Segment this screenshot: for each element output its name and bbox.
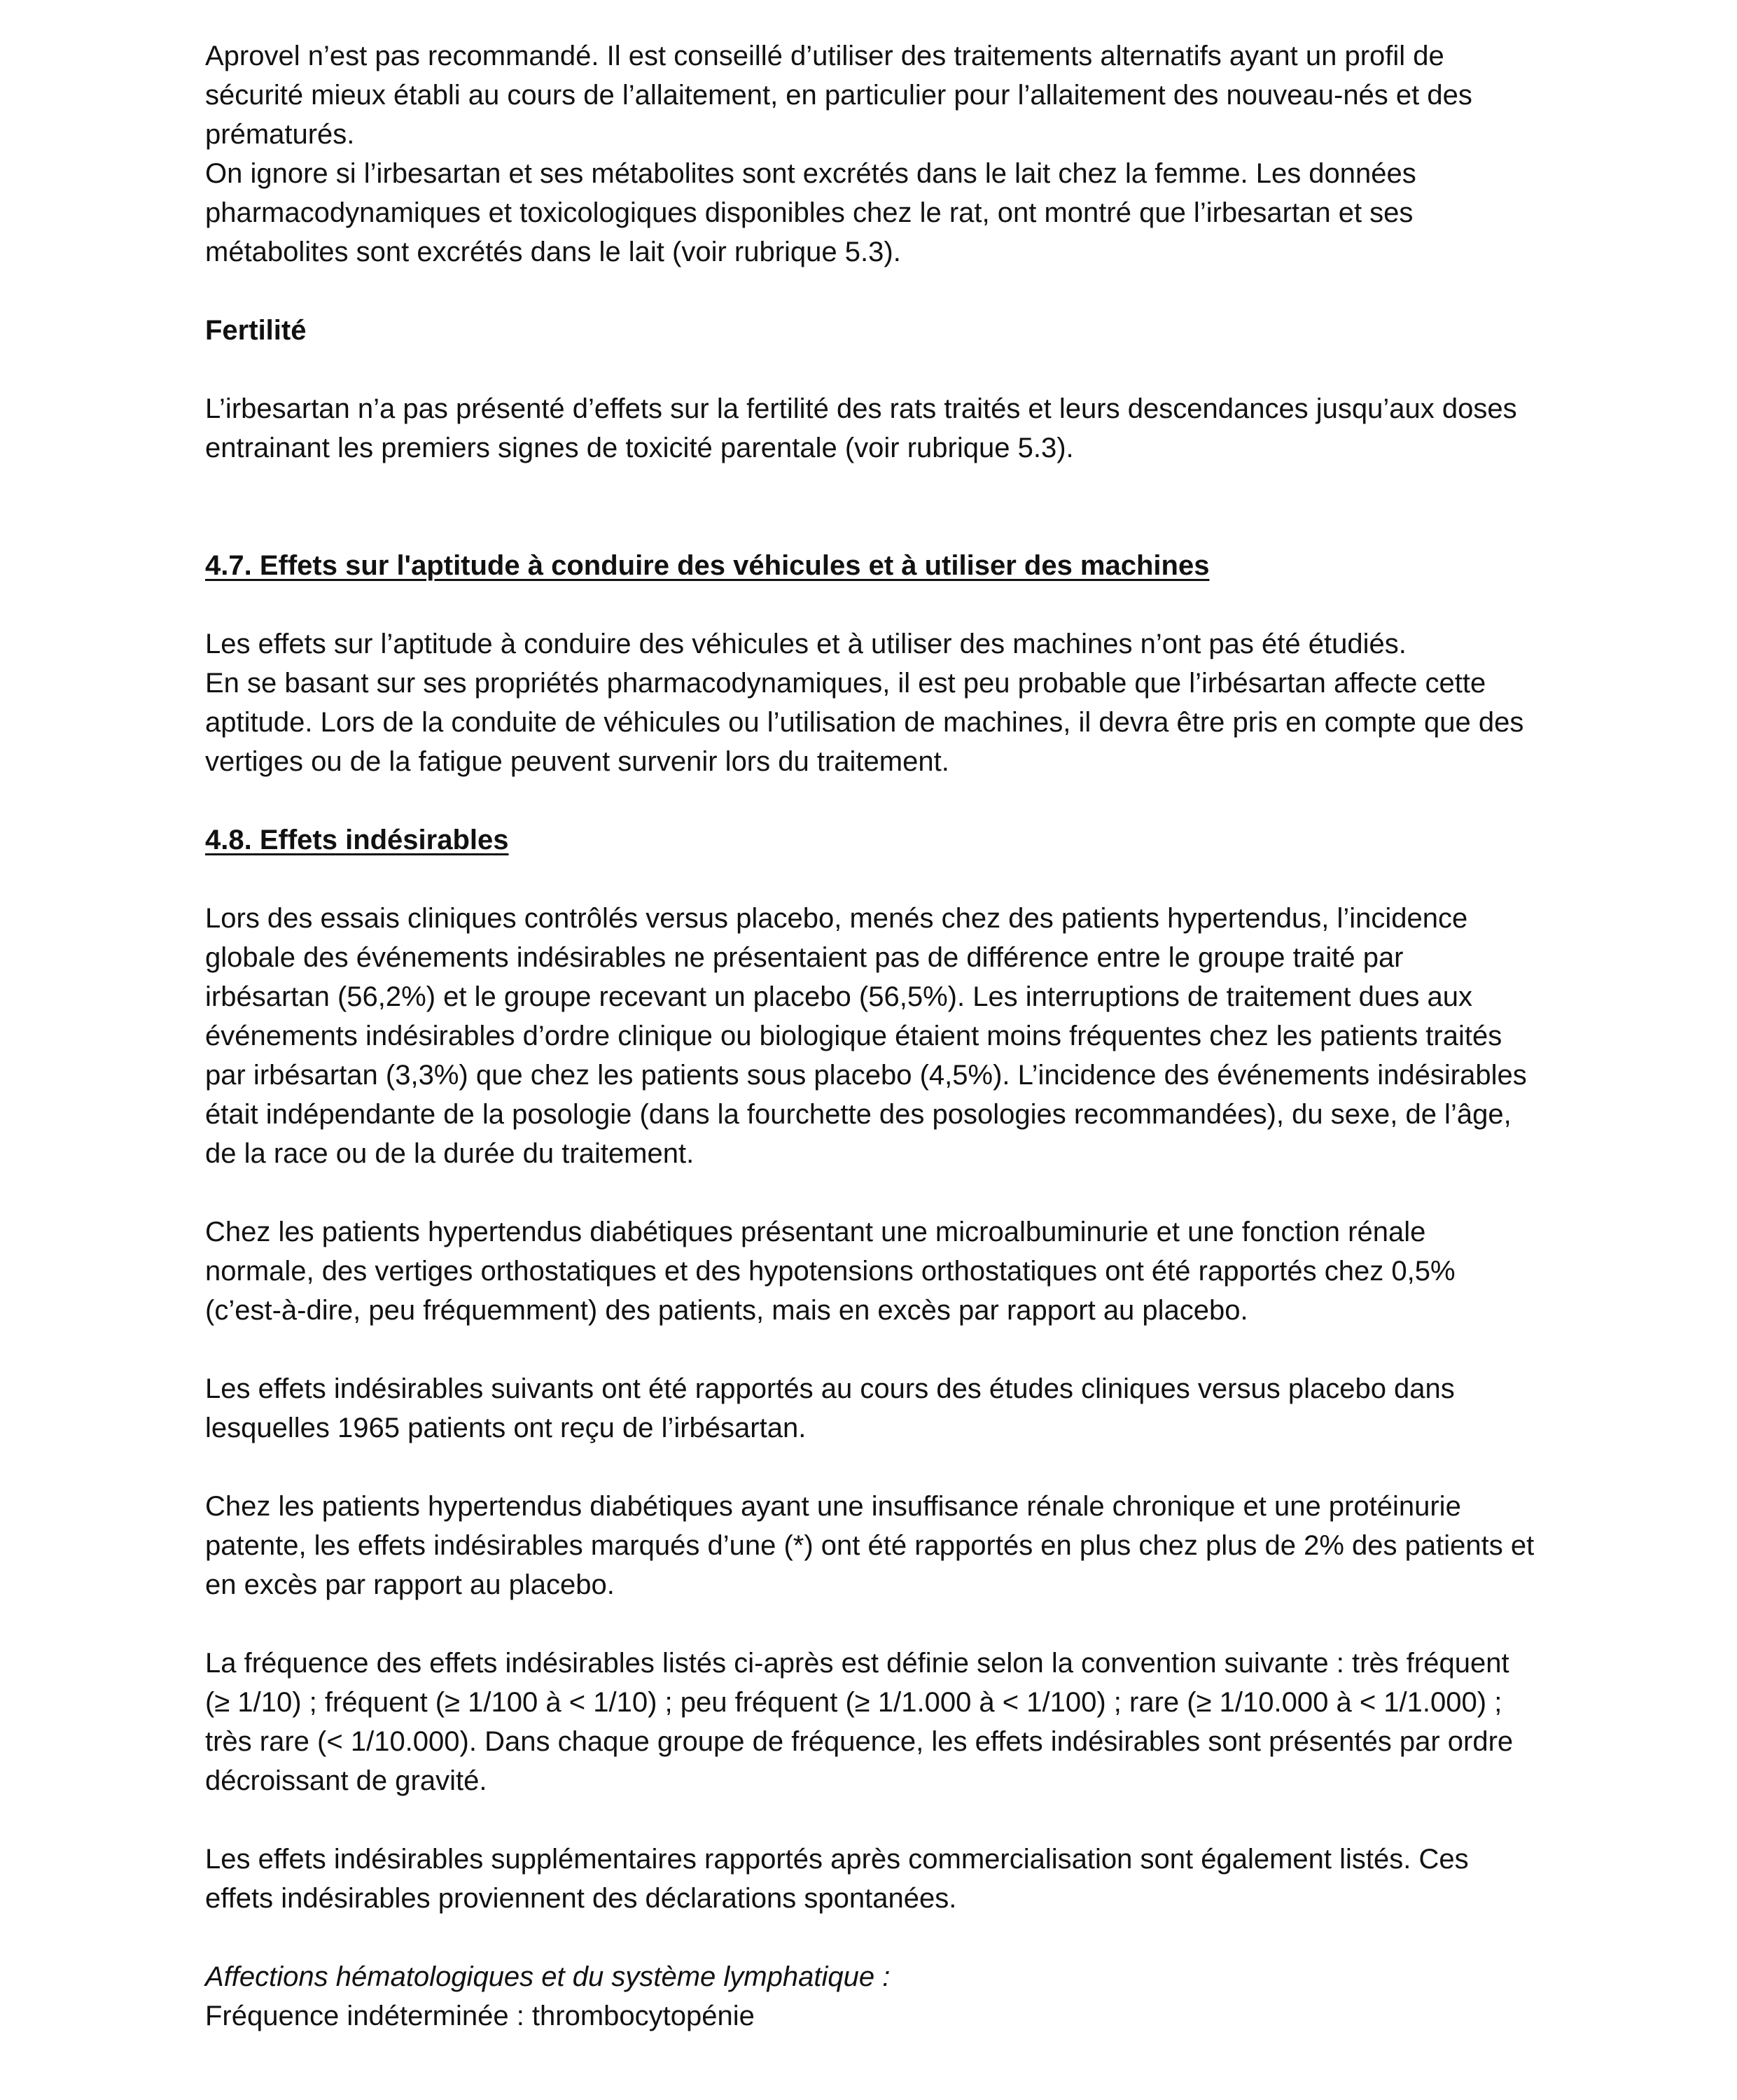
spacer <box>205 350 1535 389</box>
section-4-8-paragraph-6: Les effets indésirables supplémentaires rapportés après commercialisation sont également listés. Ces effets indésirables proviennent des déclarations spontanées. <box>205 1844 1469 1914</box>
spacer <box>205 1800 1535 1840</box>
section-4-7-heading: 4.7. Effets sur l'aptitude à conduire des véhicules et à utiliser des machines <box>205 550 1210 581</box>
fertility-paragraph: L’irbesartan n’a pas présenté d’effets sur la fertilité des rats traités et leurs descendances jusqu’aux doses entrainant les premiers signes de toxicité parentale (voir rubrique 5.3). <box>205 393 1517 463</box>
lactation-paragraph-2: On ignore si l’irbesartan et ses métabolites sont excrétés dans le lait chez la femme. Les données pharmacodynamiques et toxicologiques disponibles chez le rat, ont montré que l’irbesartan et ses métabolites sont excrétés dans le lait (voir rubrique 5.3). <box>205 158 1416 267</box>
spacer <box>205 781 1535 820</box>
spacer <box>205 468 1535 546</box>
hematology-frequency-line: Fréquence indéterminée : thrombocytopénie <box>205 2001 755 2031</box>
section-4-8-heading: 4.8. Effets indésirables <box>205 825 509 855</box>
spacer <box>205 585 1535 624</box>
spacer <box>205 860 1535 899</box>
spacer <box>205 1173 1535 1212</box>
section-4-8-paragraph-5: La fréquence des effets indésirables listés ci-après est définie selon la convention suivante : très fréquent (≥ 1/10) ; fréquent (≥ 1/100 à < 1/10) ; peu fréquent (≥ 1/1.000 à < 1/100) ; rare (≥ 1/10.000 à < 1/1.000) ; très rare (< 1/10.000). Dans chaque groupe de fréquence, les effets indésirables sont présentés par ordre décroissant de gravité. <box>205 1648 1514 1796</box>
section-4-7-paragraph-2: En se basant sur ses propriétés pharmacodynamiques, il est peu probable que l’irbésartan affecte cette aptitude. Lors de la conduite de véhicules ou l’utilisation de machines, il devra être pris en compte que des vertiges ou de la fatigue peuvent survenir lors du traitement. <box>205 668 1524 777</box>
spacer <box>205 1448 1535 1487</box>
section-4-8-paragraph-2: Chez les patients hypertendus diabétiques présentant une microalbuminurie et une fonction rénale normale, des vertiges orthostatiques et des hypotensions orthostatiques ont été rapportés chez 0,5% (c’est-à-dire, peu fréquemment) des patients, mais en excès par rapport au placebo. <box>205 1217 1456 1326</box>
section-4-7-paragraph-1: Les effets sur l’aptitude à conduire des véhicules et à utiliser des machines n’ont pas été étudiés. <box>205 629 1407 659</box>
spacer <box>205 272 1535 311</box>
section-4-8-paragraph-3: Les effets indésirables suivants ont été rapportés au cours des études cliniques versus placebo dans lesquelles 1965 patients ont reçu de l’irbésartan. <box>205 1373 1455 1443</box>
spacer <box>205 1604 1535 1644</box>
lactation-paragraph-1: Aprovel n’est pas recommandé. Il est conseillé d’utiliser des traitements alternatifs ayant un profil de sécurité mieux établi au cours de l’allaitement, en particulier pour l’allaitement des nouveau-nés et des prématurés. <box>205 41 1472 150</box>
document-page <box>205 36 1535 2036</box>
spacer <box>205 1918 1535 1957</box>
section-4-8-paragraph-4: Chez les patients hypertendus diabétiques ayant une insuffisance rénale chronique et une protéinurie patente, les effets indésirables marqués d’une (*) ont été rapportés en plus chez plus de 2% des patients et en excès par rapport au placebo. <box>205 1491 1535 1600</box>
spacer <box>205 1330 1535 1369</box>
fertility-heading: Fertilité <box>205 315 307 346</box>
hematology-heading: Affections hématologiques et du système lymphatique : <box>205 1961 891 1992</box>
section-4-8-paragraph-1: Lors des essais cliniques contrôlés versus placebo, menés chez des patients hypertendus, l’incidence globale des événements indésirables ne présentaient pas de différence entre le groupe traité par irbésartan (56,2%) et le groupe recevant un placebo (56,5%). Les interruptions de traitement dues aux événements indésirables d’ordre clinique ou biologique étaient moins fréquentes chez les patients traités par irbésartan (3,3%) que chez les patients sous placebo (4,5%). L’incidence des événements indésirables était indépendante de la posologie (dans la fourchette des posologies recommandées), du sexe, de l’âge, de la race ou de la durée du traitement. <box>205 903 1527 1169</box>
